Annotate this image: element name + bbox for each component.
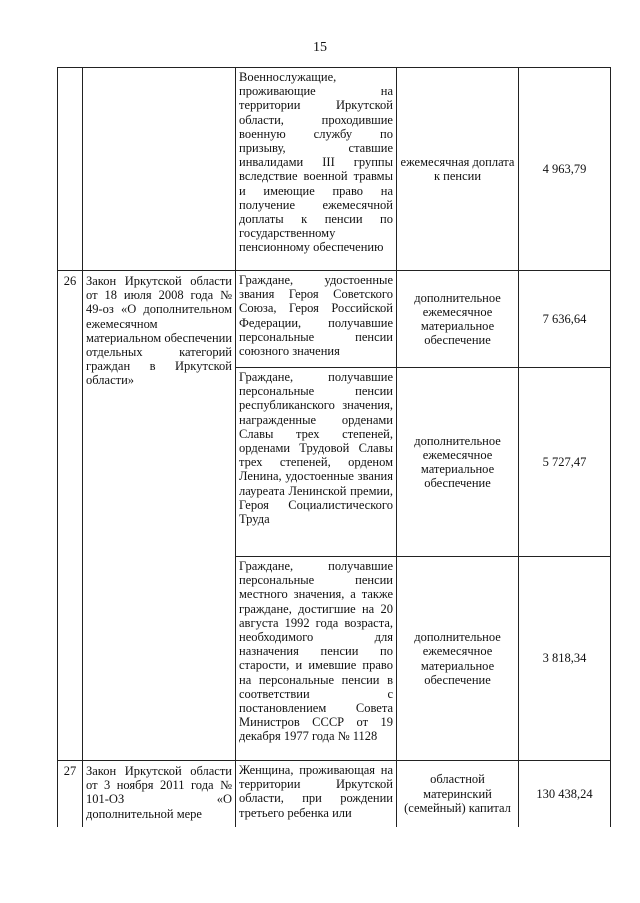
benefit-type: областной материнский (семейный) капитал [397, 761, 519, 827]
benefit-type: дополнительное ежемесячное материальное обеспечение [397, 557, 519, 761]
recipient-description: Женщина, проживающая на территории Иркутской области, при рождении третьего ребенка или [236, 761, 397, 827]
benefit-type: дополнительное ежемесячное материальное обеспечение [397, 368, 519, 557]
benefit-type: ежемесячная доплата к пенсии [397, 68, 519, 271]
benefit-amount: 130 438,24 [519, 761, 611, 827]
page-number: 15 [313, 40, 327, 55]
recipient-description: Военнослужащие, проживающие на территории Иркутской области, проходившие военную службу по призыву, ставшие инвалидами III группы вследствие военной травмы и имеющие право на получение ежемесячной доплаты к пенсии по государственному пенсионному обеспечению [236, 68, 397, 271]
benefit-amount: 3 818,34 [519, 557, 611, 761]
recipient-description: Граждане, получавшие персональные пенсии местного значения, а также граждане, достигшие на 20 августа 1992 года возраста, необходимого для назначения пенсии по старости, и имевшие право на персональные пенсии в соответствии с постановлением Совета Министров СССР от 19 декабря 1977 года № 1128 [236, 557, 397, 761]
law-cell: Закон Иркутской области от 18 июля 2008 года № 49-оз «О дополнительном ежемесячном материальном обеспечении отдельных категорий граждан в Иркутской области» [83, 271, 236, 761]
benefit-amount: 4 963,79 [519, 68, 611, 271]
row-number: 26 [58, 271, 83, 761]
table-row [58, 271, 611, 368]
row-number [58, 68, 83, 271]
row-number: 27 [58, 761, 83, 827]
benefit-type: дополнительное ежемесячное материальное обеспечение [397, 271, 519, 368]
table-row [58, 761, 611, 827]
table-row [58, 68, 611, 271]
law-cell [83, 68, 236, 271]
benefits-table [57, 67, 611, 827]
law-cell: Закон Иркутской области от 3 ноября 2011 года № 101-ОЗ «О дополнительной мере [83, 761, 236, 827]
recipient-description: Граждане, получавшие персональные пенсии республиканского значения, награжденные орденами Славы трех степеней, орденами Трудовой Славы трех степеней, орденом Ленина, удостоенные звания лауреата Ленинской премии, Героя Социалистического Труда [236, 368, 397, 557]
benefit-amount: 5 727,47 [519, 368, 611, 557]
recipient-description: Граждане, удостоенные звания Героя Советского Союза, Героя Российской Федерации, получавшие персональные пенсии союзного значения [236, 271, 397, 368]
benefit-amount: 7 636,64 [519, 271, 611, 368]
